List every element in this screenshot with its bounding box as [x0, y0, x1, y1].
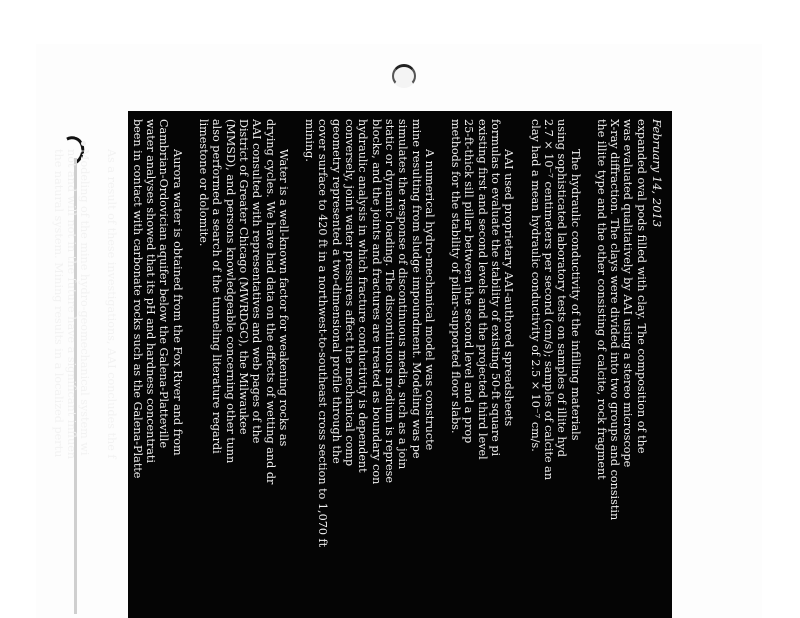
paragraph-line: Water is a well-known factor for weakening rocks as [276, 149, 290, 447]
paragraph-line: existing first and second levels and the projected third level [475, 119, 489, 460]
paragraph-line: expanded oval pods filled with clay. The composition of the [634, 119, 648, 454]
paragraph-line: mining. [303, 119, 317, 162]
paragraph-line: hydraulic analysis in which fracture conductivity is dependent [356, 119, 370, 473]
paragraph-line: the natural system. Mining results in a localized pertu [51, 149, 65, 458]
paragraph [449, 119, 515, 618]
paragraph [104, 119, 117, 618]
paragraph [303, 119, 436, 618]
paragraph-line: simulates the response of discontinuous media, such as a join [396, 119, 410, 470]
paragraph-line: (MMSD), and persons knowledgeable concerning other tunn [223, 119, 237, 464]
paragraph-line: District of Greater Chicago (MWRDGC), the Milwaukee [236, 119, 250, 435]
paragraph-line: Modeling of the mine hydro-geomechanical system wi [78, 149, 92, 456]
document-date: February 14, 2013 [650, 119, 664, 228]
document-text-body [51, 111, 672, 618]
paragraph-line: AAI used proprietary AAI-authored spreadsheets [502, 149, 516, 427]
paragraph-line: using sophisticated laboratory tests on samples of illite hyd [555, 119, 569, 458]
paragraph-line: Aurora water is obtained from the Fox River and from [170, 149, 184, 456]
paragraph-line: geometry represented a two-dimensional profile through the [329, 119, 343, 464]
paragraph [131, 119, 184, 618]
bullet-paragraph [51, 119, 91, 618]
paragraph-line: limestone or dolomite. [197, 119, 211, 247]
paragraph-line: clay had a mean hydraulic conductivity of 2.5 × 10⁻⁷ cm/s. [528, 119, 542, 452]
paragraph [528, 119, 581, 618]
paragraph-line: static or dynamic loading. The discontinuous medium is represe [382, 119, 396, 483]
paragraph-line: mine resulting from sludge impoundment. Modeling was pe [409, 119, 423, 459]
paragraph-line: drying cycles. We have had data on the effects of wetting and dr [263, 119, 277, 485]
paragraph-list [51, 119, 647, 618]
paragraph-line: AAI consulted with representatives and web pages of the [250, 119, 264, 444]
paragraph-line: been in contact with carbonate rocks such as the Galena-Platte [130, 119, 144, 479]
paragraph-line: the illite type and the other consisting of calcite, rock fragment [594, 119, 608, 480]
paragraph-line: 25-ft-thick sill pillar between the second level and a prop [462, 119, 476, 444]
paragraph-line: conversely, joint water pressures affect the mechanical comp [343, 119, 357, 467]
paragraph-line: formulas to evaluate the stability of existing 50-ft square pi [489, 119, 503, 457]
paragraph-line: blocks, and the joints and fractures are treated as boundary con [369, 119, 383, 485]
paragraph-line: water analyses showed that its pH and hardness concentrati [144, 119, 158, 463]
paragraph-line: not and will not in the future have a significant influen [65, 149, 79, 460]
paragraph-line: cover surface to 420 ft in a northwest-to-southeast cross section to 1,070 ft [316, 119, 330, 548]
paragraph-line: 2.7 × 10⁻⁷ centimeters per second (cm/s); samples of calcite an [541, 119, 555, 481]
paragraph-line: was evaluated qualitatively by AAI using a stereo microscope [621, 119, 635, 468]
paragraph-line: As a result of these investigations, AAI concludes the f [104, 149, 118, 459]
punch-hole-top [392, 64, 416, 88]
paragraph-line: also performed a search of the tunneling literature regardi [210, 119, 224, 454]
paragraph [197, 119, 290, 618]
paragraph-line: The hydraulic conductivity of the infilling materials [568, 149, 582, 441]
paragraph-line: methods for the stability of pillar-supported floor slabs. [449, 119, 463, 434]
paragraph [595, 119, 648, 618]
paragraph-line: X-ray diffraction. The clays were divided into two groups and consistin [608, 119, 622, 521]
paragraph-line: A numerical hydro-mechanical model was constructe [422, 149, 436, 451]
paragraph-line: Cambrian-Ordovician aquifer below the Galena-Platteville [157, 119, 171, 449]
scanned-document-page [51, 111, 672, 618]
